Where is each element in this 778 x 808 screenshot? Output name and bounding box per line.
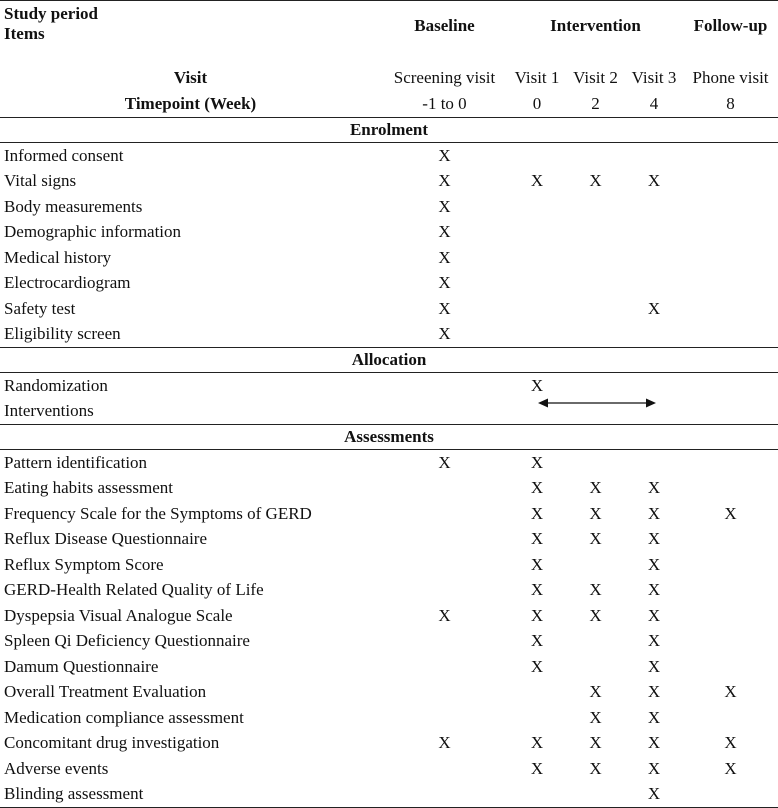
section-title: Allocation	[0, 348, 778, 373]
timepoint-baseline: -1 to 0	[381, 91, 508, 118]
schedule-mark	[566, 194, 625, 220]
schedule-mark: X	[530, 554, 544, 574]
item-name: Informed consent	[4, 145, 124, 165]
schedule-mark: X	[438, 273, 451, 293]
schedule-mark	[683, 552, 778, 578]
schedule-mark	[683, 527, 778, 553]
schedule-mark: X	[589, 707, 602, 727]
item-name: Pattern identification	[4, 452, 148, 472]
table-row	[0, 756, 778, 782]
schedule-mark: X	[647, 605, 661, 625]
schedule-mark	[566, 245, 625, 271]
table-row	[0, 552, 778, 578]
schedule-mark: X	[724, 503, 737, 523]
schedule-mark	[566, 296, 625, 322]
schedule-mark	[566, 782, 625, 808]
item-name: Adverse events	[4, 758, 109, 778]
schedule-mark: X	[647, 631, 661, 651]
timepoint-label: Timepoint (Week)	[0, 91, 381, 118]
schedule-mark	[625, 245, 683, 271]
schedule-mark: X	[530, 529, 544, 549]
schedule-mark	[508, 322, 566, 348]
item-name: Reflux Disease Questionnaire	[4, 529, 207, 549]
schedule-mark: X	[438, 452, 451, 472]
schedule-mark	[683, 399, 778, 425]
schedule-mark: X	[438, 171, 451, 191]
intervention-period-arrow-icon	[538, 396, 656, 410]
item-name: Electrocardiogram	[4, 273, 131, 293]
schedule-mark: X	[589, 171, 602, 191]
schedule-mark	[508, 220, 566, 246]
table-row	[0, 731, 778, 757]
schedule-mark: X	[438, 733, 451, 753]
visit-1: Visit 1	[514, 67, 560, 87]
schedule-mark: X	[724, 733, 737, 753]
schedule-mark	[625, 322, 683, 348]
schedule-mark: X	[530, 171, 544, 191]
schedule-mark: X	[647, 682, 661, 702]
schedule-mark: X	[589, 503, 602, 523]
schedule-mark	[683, 373, 778, 399]
schedule-mark	[683, 654, 778, 680]
item-name: Overall Treatment Evaluation	[4, 682, 207, 702]
item-name: Blinding assessment	[0, 782, 381, 808]
section-title: Assessments	[0, 425, 778, 450]
schedule-mark: X	[438, 145, 451, 165]
section-title: Enrolment	[0, 118, 778, 143]
schedule-mark	[625, 143, 683, 169]
item-name: Demographic information	[4, 222, 182, 242]
schedule-mark: X	[647, 171, 661, 191]
timepoint-follow-up: 8	[683, 91, 778, 118]
schedule-mark	[683, 578, 778, 604]
section-allocation	[0, 348, 778, 373]
table-row	[0, 296, 778, 322]
table-row	[0, 450, 778, 476]
visit-label: Visit	[173, 67, 208, 87]
schedule-mark: X	[647, 298, 661, 318]
schedule-mark	[683, 271, 778, 297]
table-row	[0, 501, 778, 527]
schedule-mark: X	[530, 478, 544, 498]
schedule-mark	[508, 680, 566, 706]
table-row	[0, 629, 778, 655]
schedule-mark	[508, 245, 566, 271]
schedule-mark	[381, 476, 508, 502]
schedule-mark	[566, 322, 625, 348]
schedule-mark: X	[647, 580, 661, 600]
schedule-mark	[508, 143, 566, 169]
schedule-mark	[683, 476, 778, 502]
schedule-mark	[381, 552, 508, 578]
schedule-mark: X	[589, 529, 602, 549]
table-row	[0, 220, 778, 246]
schedule-mark	[683, 245, 778, 271]
study-period-header	[0, 1, 381, 65]
schedule-mark: X	[625, 782, 683, 808]
timepoint-visit-3: 4	[625, 91, 683, 118]
schedule-mark	[381, 705, 508, 731]
schedule-mark	[381, 399, 508, 425]
schedule-mark: X	[724, 682, 737, 702]
schedule-mark: X	[438, 196, 451, 216]
schedule-mark: X	[438, 298, 451, 318]
schedule-mark	[683, 296, 778, 322]
item-name: Reflux Symptom Score	[4, 554, 164, 574]
schedule-mark	[381, 527, 508, 553]
schedule-mark: X	[530, 452, 544, 472]
group-follow-up: Follow-up	[683, 1, 778, 65]
schedule-mark: X	[589, 478, 602, 498]
schedule-mark	[566, 220, 625, 246]
item-name: Randomization	[4, 375, 108, 395]
schedule-mark	[508, 705, 566, 731]
item-name: Frequency Scale for the Symptoms of GERD	[4, 503, 312, 523]
item-name: Interventions	[4, 401, 94, 421]
schedule-mark	[625, 271, 683, 297]
schedule-mark	[566, 271, 625, 297]
table-row	[0, 373, 778, 399]
schedule-mark	[566, 450, 625, 476]
table-row	[0, 578, 778, 604]
table-row	[0, 245, 778, 271]
schedule-mark	[381, 373, 508, 399]
table-row	[0, 603, 778, 629]
header-row-period	[0, 1, 778, 65]
schedule-mark	[508, 296, 566, 322]
group-intervention: Intervention	[508, 1, 683, 65]
schedule-mark	[381, 756, 508, 782]
schedule-mark: X	[647, 733, 661, 753]
visit-2: Visit 2	[573, 67, 618, 87]
item-name: Safety test	[4, 298, 76, 318]
timepoint-visit-1: 0	[508, 91, 566, 118]
schedule-mark	[381, 654, 508, 680]
schedule-mark: X	[438, 222, 451, 242]
group-baseline: Baseline	[381, 1, 508, 65]
schedule-mark	[683, 629, 778, 655]
schedule-mark: X	[438, 324, 451, 344]
schedule-mark: X	[647, 707, 661, 727]
schedule-mark: X	[589, 580, 602, 600]
item-name: Concomitant drug investigation	[4, 733, 220, 753]
schedule-mark	[566, 654, 625, 680]
item-name: Eating habits assessment	[4, 478, 174, 498]
schedule-mark	[381, 629, 508, 655]
schedule-mark	[566, 143, 625, 169]
schedule-mark	[508, 194, 566, 220]
item-name: Vital signs	[4, 171, 77, 191]
table-row	[0, 680, 778, 706]
table-row	[0, 654, 778, 680]
schedule-mark	[625, 373, 683, 399]
schedule-mark: X	[530, 656, 544, 676]
schedule-mark: X	[530, 631, 544, 651]
schedule-mark: X	[438, 605, 451, 625]
item-name: Body measurements	[4, 196, 143, 216]
item-name: Medication compliance assessment	[4, 707, 244, 727]
item-name: Eligibility screen	[4, 324, 121, 344]
schedule-mark	[625, 450, 683, 476]
item-name: Spleen Qi Deficiency Questionnaire	[4, 631, 250, 651]
schedule-mark: X	[589, 733, 602, 753]
schedule-mark: X	[647, 478, 661, 498]
schedule-mark: X	[530, 605, 544, 625]
schedule-mark: X	[530, 580, 544, 600]
visit-phone: Phone visit	[692, 67, 769, 87]
table-row	[0, 476, 778, 502]
schedule-mark	[566, 373, 625, 399]
schedule-mark	[508, 271, 566, 297]
schedule-mark	[683, 322, 778, 348]
schedule-mark: X	[647, 554, 661, 574]
section-enrolment	[0, 118, 778, 143]
table-row	[0, 322, 778, 348]
schedule-mark	[683, 169, 778, 195]
schedule-mark: X	[530, 733, 544, 753]
section-assessments	[0, 425, 778, 450]
item-name: Damum Questionnaire	[4, 656, 159, 676]
schedule-mark	[683, 705, 778, 731]
schedule-mark	[381, 501, 508, 527]
header-row-visit	[0, 64, 778, 91]
table-row	[0, 271, 778, 297]
item-name: GERD-Health Related Quality of Life	[4, 580, 264, 600]
schedule-mark: X	[530, 503, 544, 523]
table-row	[0, 705, 778, 731]
table-row	[0, 399, 778, 425]
schedule-mark: X	[589, 758, 602, 778]
schedule-mark	[381, 680, 508, 706]
schedule-mark: X	[530, 375, 544, 395]
schedule-mark	[683, 194, 778, 220]
table-row	[0, 169, 778, 195]
timepoint-visit-2: 2	[566, 91, 625, 118]
header-row-timepoint	[0, 91, 778, 118]
item-name: Medical history	[4, 247, 112, 267]
schedule-mark: X	[647, 758, 661, 778]
study-period-label: Study period	[4, 4, 98, 23]
visit-screening: Screening visit	[393, 67, 496, 87]
schedule-mark	[625, 194, 683, 220]
schedule-mark	[381, 782, 508, 808]
schedule-mark	[508, 782, 566, 808]
visit-3: Visit 3	[631, 67, 677, 87]
schedule-mark: X	[589, 605, 602, 625]
schedule-mark: X	[647, 656, 661, 676]
schedule-mark	[566, 552, 625, 578]
table-row	[0, 194, 778, 220]
schedule-mark: X	[647, 503, 661, 523]
schedule-mark	[683, 603, 778, 629]
item-name: Dyspepsia Visual Analogue Scale	[4, 605, 233, 625]
schedule-mark	[625, 220, 683, 246]
schedule-mark	[381, 578, 508, 604]
schedule-mark	[683, 450, 778, 476]
items-label: Items	[4, 24, 45, 43]
schedule-mark: X	[438, 247, 451, 267]
table-row	[0, 527, 778, 553]
schedule-mark	[683, 220, 778, 246]
schedule-mark: X	[589, 682, 602, 702]
schedule-mark	[683, 782, 778, 808]
schedule-mark: X	[724, 758, 737, 778]
schedule-mark	[683, 143, 778, 169]
table-row	[0, 143, 778, 169]
schedule-mark	[566, 629, 625, 655]
schedule-mark: X	[530, 758, 544, 778]
schedule-mark: X	[647, 529, 661, 549]
table-row	[0, 782, 778, 808]
